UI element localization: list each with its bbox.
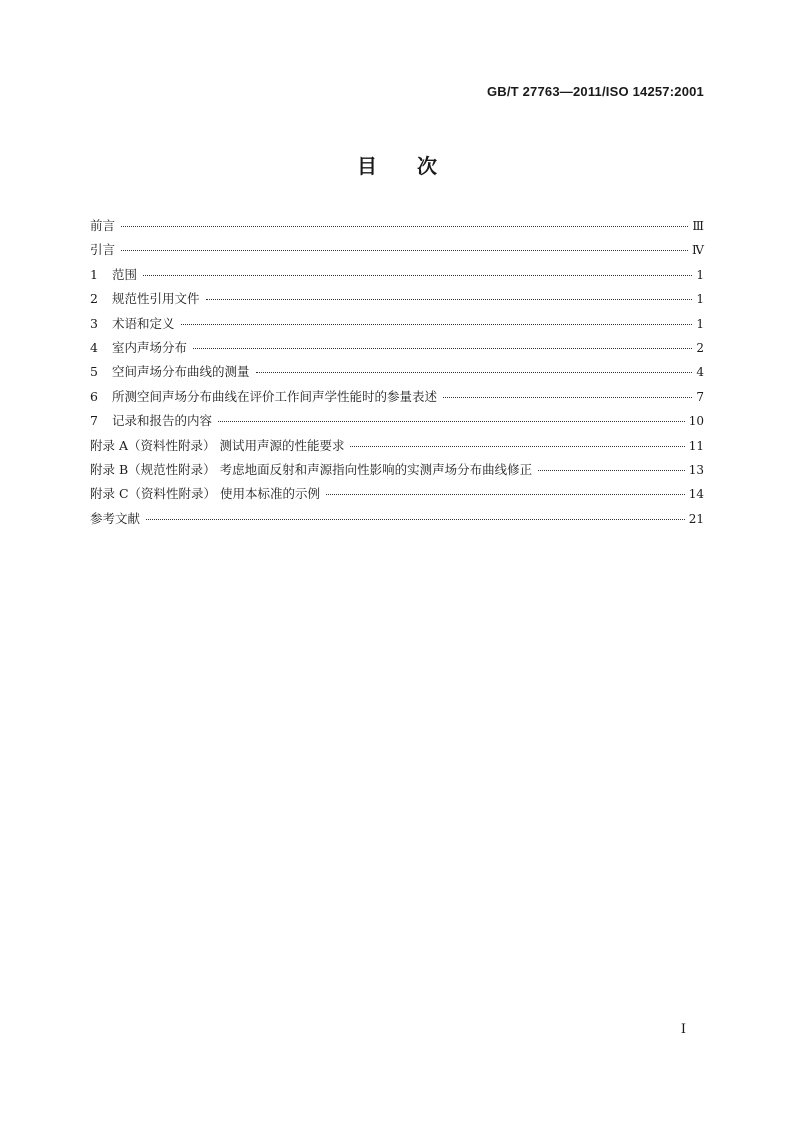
toc-dot-leader <box>181 324 693 325</box>
toc-entry-page: 21 <box>688 511 704 526</box>
toc-entry[interactable] <box>90 436 704 460</box>
toc-entry[interactable] <box>90 460 704 484</box>
toc-dot-leader <box>443 397 692 398</box>
toc-dot-leader <box>538 470 685 471</box>
page-title: 目次 <box>357 154 477 178</box>
toc-entry[interactable] <box>90 411 704 435</box>
table-of-contents <box>90 216 704 533</box>
toc-entry[interactable] <box>90 338 704 362</box>
toc-dot-leader <box>143 275 692 276</box>
toc-entry-label: 规范性引用文件 <box>112 291 200 307</box>
toc-entry-number: 5 <box>90 364 98 380</box>
toc-entry-label: 前言 <box>90 218 116 233</box>
toc-entry-number: 1 <box>90 266 98 282</box>
toc-dot-leader <box>121 250 688 251</box>
toc-entry-page: 7 <box>696 389 704 404</box>
toc-entry-label: 引言 <box>90 242 116 258</box>
toc-entry[interactable] <box>90 289 704 313</box>
toc-dot-leader <box>121 226 688 227</box>
toc-entry-number: 4 <box>90 339 98 355</box>
toc-entry-page: 1 <box>696 292 704 307</box>
toc-entry[interactable] <box>90 509 704 533</box>
toc-dot-leader <box>218 421 685 422</box>
toc-entry[interactable] <box>90 362 704 386</box>
toc-entry-label: 所测空间声场分布曲线在评价工作间声学性能时的参量表述 <box>112 388 438 404</box>
toc-entry-page: 13 <box>688 462 704 477</box>
toc-entry[interactable] <box>90 216 704 240</box>
toc-entry-page: 10 <box>688 414 704 429</box>
page-number: I <box>680 1022 686 1037</box>
toc-entry-label: 参考文献 <box>90 510 141 526</box>
toc-dot-leader <box>256 372 693 373</box>
toc-entry[interactable] <box>90 265 704 289</box>
toc-dot-leader <box>326 494 685 495</box>
toc-entry[interactable] <box>90 484 704 508</box>
toc-entry-label: 空间声场分布曲线的测量 <box>112 364 250 380</box>
toc-entry[interactable] <box>90 387 704 411</box>
toc-entry-page: Ⅲ <box>692 219 704 233</box>
toc-entry-page: 11 <box>688 438 704 453</box>
toc-entry-number: 3 <box>90 315 98 331</box>
toc-entry-page: 14 <box>688 487 704 502</box>
toc-entry-label: 附录 A（资料性附录） 测试用声源的性能要求 <box>90 437 345 453</box>
toc-entry-label: 附录 C（资料性附录） 使用本标准的示例 <box>90 486 321 502</box>
toc-dot-leader <box>350 446 684 447</box>
toc-entry-label: 术语和定义 <box>112 315 175 331</box>
toc-entry-label: 室内声场分布 <box>112 339 188 355</box>
toc-entry-page: 1 <box>696 316 704 331</box>
toc-dot-leader <box>193 348 692 349</box>
toc-entry-page: Ⅳ <box>692 243 704 258</box>
toc-dot-leader <box>206 299 693 300</box>
toc-entry[interactable] <box>90 314 704 338</box>
toc-entry-number: 2 <box>90 291 98 307</box>
toc-entry-number: 7 <box>90 413 98 429</box>
toc-entry-label: 附录 B（规范性附录） 考虑地面反射和声源指向性影响的实测声场分布曲线修正 <box>90 461 533 477</box>
toc-entry-page: 4 <box>696 365 704 380</box>
toc-entry-number: 6 <box>90 388 98 404</box>
standard-code: GB/T 27763—2011/ISO 14257:2001 <box>486 84 704 99</box>
toc-dot-leader <box>146 519 685 520</box>
toc-entry-label: 记录和报告的内容 <box>112 413 213 429</box>
toc-entry[interactable] <box>90 240 704 264</box>
toc-entry-page: 2 <box>696 340 704 355</box>
toc-entry-label: 范围 <box>112 266 138 282</box>
toc-entry-page: 1 <box>696 267 704 282</box>
